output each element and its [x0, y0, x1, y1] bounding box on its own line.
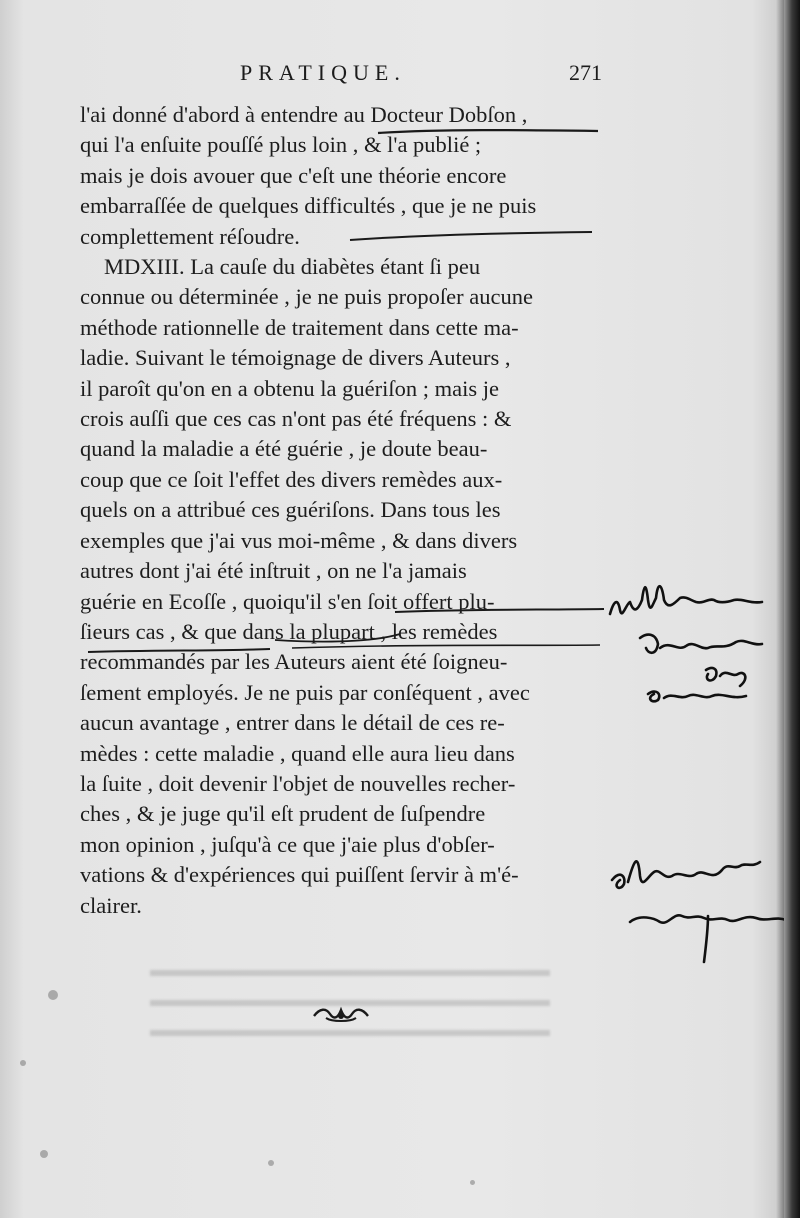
- text-line: ches , & je juge qu'il eſt prudent de ſuſpendre: [80, 801, 486, 827]
- text-line: qui l'a enſuite pouſſé plus loin , & l'a publié ;: [80, 132, 482, 158]
- handwritten-marginalia: [600, 570, 790, 990]
- bleed-through-text: ▬▬▬▬▬▬▬▬▬▬▬▬▬▬▬▬▬▬▬▬ ▬▬▬▬▬▬▬▬▬▬▬▬▬▬▬▬▬▬▬▬ ▬▬▬▬▬▬▬▬▬▬▬▬▬▬▬▬▬▬▬▬: [150, 959, 550, 1041]
- text-line: il paroît qu'on en a obtenu la guériſon ; mais je: [80, 375, 499, 401]
- ink-speck: [268, 1160, 274, 1166]
- body-text: [80, 100, 604, 921]
- running-title: PRATIQUE.: [240, 60, 406, 85]
- text-line: embarraſſée de quelques difficultés , que je ne puis: [80, 193, 537, 219]
- text-line: vations & d'expériences qui puiſſent ſervir à m'é-: [80, 862, 519, 888]
- text-line: recommandés par les Auteurs aient été ſoigneu-: [80, 649, 508, 675]
- ink-speck: [48, 990, 58, 1000]
- text-line: méthode rationnelle de traitement dans cette ma-: [80, 314, 519, 340]
- text-line: quels on a attribué ces guériſons. Dans tous les: [80, 497, 501, 523]
- text-line: ſieurs cas , & que dans la plupart , les remèdes: [80, 618, 498, 644]
- text-line: l'ai donné d'abord à entendre au Docteur Dobſon ,: [80, 102, 528, 127]
- text-line: clairer.: [80, 892, 142, 918]
- text-line: mais je dois avouer que c'eſt une théorie encore: [80, 162, 507, 188]
- ink-speck: [470, 1180, 475, 1185]
- text-line: exemples que j'ai vus moi-même , & dans divers: [80, 527, 518, 553]
- text-line: autres dont j'ai été inſtruit , on ne l'a jamais: [80, 558, 467, 584]
- text-line: coup que ce ſoit l'effet des divers remèdes aux-: [80, 466, 503, 492]
- ink-speck: [40, 1150, 48, 1158]
- section-start-line: MDXIII. La cauſe du diabètes étant ſi peu: [104, 254, 481, 280]
- running-header: [240, 60, 602, 90]
- fleuron-ornament: [312, 1004, 370, 1024]
- text-line: ſement employés. Je ne puis par conſéquent , avec: [80, 679, 530, 705]
- text-line: guérie en Ecoſſe , quoiqu'il s'en ſoit offert plu-: [80, 588, 495, 614]
- book-spine-edge: [784, 0, 800, 1218]
- text-line: mèdes : cette maladie , quand elle aura lieu dans: [80, 740, 515, 766]
- ink-speck: [20, 1060, 26, 1066]
- text-line: mon opinion , juſqu'à ce que j'aie plus d'obſer-: [80, 831, 495, 857]
- text-line: la ſuite , doit devenir l'objet de nouvelles recher-: [80, 770, 516, 796]
- text-line: ladie. Suivant le témoignage de divers Auteurs ,: [80, 345, 511, 371]
- text-line: connue ou déterminée , je ne puis propoſer aucune: [80, 284, 533, 310]
- text-line: quand la maladie a été guérie , je doute beau-: [80, 436, 488, 462]
- text-line: aucun avantage , entrer dans le détail de ces re-: [80, 710, 505, 736]
- text-line: crois auſſi que ces cas n'ont pas été fréquens : &: [80, 406, 512, 432]
- text-line: complettement réſoudre.: [80, 223, 300, 249]
- page-number: 271: [569, 60, 602, 85]
